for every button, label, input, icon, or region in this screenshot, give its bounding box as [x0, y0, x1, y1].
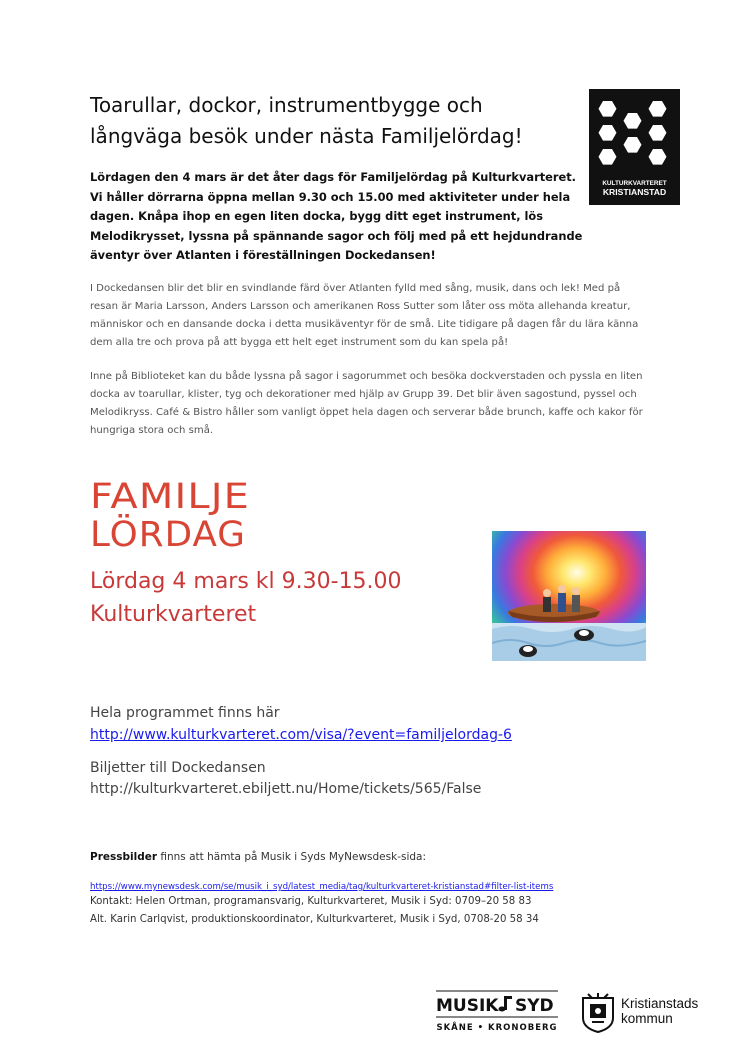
body-paragraph-1: I Dockedansen blir det blir en svindlande färd över Atlanten fylld med sång, musik, dans och lek! Med på resan är Maria Larsson, Anders Larsson och amerikanen Ross Sutter som låter oss möta allehanda kreatur, människor och en dansande docka i detta musikäventyr för de små. Lite tidigare på dagen får du lära känna dem alla tre och prova på att bygga ett helt eget instrument som du kan spela på! [90, 283, 639, 348]
headline-line-1: Toarullar, dockor, instrumentbygge och [90, 93, 483, 117]
kommun-line-2: kommun [621, 1011, 673, 1026]
logo-text-line-2: KRISTIANSTAD [602, 187, 667, 197]
familje-logo-line-1: FAMILJE [90, 478, 250, 517]
kommun-text [621, 996, 698, 1026]
kommun-line-1: Kristianstads [621, 996, 699, 1011]
headline [90, 90, 570, 152]
familje-logo-line-2: LÖRDAG [90, 515, 243, 550]
kulturkvarteret-logo [589, 89, 680, 205]
program-link[interactable]: http://www.kulturkvarteret.com/visa/?event=familjelordag-6 [90, 727, 512, 743]
tickets-label: Biljetter till Dockedansen [90, 760, 266, 776]
press-bold-label: Pressbilder [90, 851, 158, 863]
event-venue: Kulturkvarteret [90, 602, 257, 627]
hexagon-logo-icon [589, 89, 680, 205]
contact-line-1: Kontakt: Helen Ortman, programansvarig, Kulturkvarteret, Musik i Syd: 0709–20 58 83 [90, 896, 532, 907]
coat-of-arms-icon [580, 992, 616, 1034]
logo-text-line-1: KULTURKVARTERET [602, 180, 667, 187]
program-label: Hela programmet finns här [90, 705, 280, 721]
body-paragraph-2: Inne på Biblioteket kan du både lyssna på sagor i sagorummet och besöka dockverstaden och pyssla en liten docka av toarullar, klister, tyg och dekorationer med hjälp av Grupp 39. Det blir även sagostund, pyssel och Melodikryss. Café & Bistro håller som vanligt öppet hela dagen och serverar både brunch, kaffe och kakor för hungriga stora och små. [90, 371, 643, 436]
contact-line-2: Alt. Karin Carlqvist, produktionskoordinator, Kulturkvarteret, Musik i Syd, 0708-20 58 34 [90, 914, 539, 925]
press-rest-text: finns att hämta på Musik i Syds MyNewsdesk-sida: [157, 851, 427, 863]
music-note-icon [499, 996, 513, 1012]
press-images-line [90, 851, 426, 863]
tickets-url: http://kulturkvarteret.ebiljett.nu/Home/tickets/565/False [90, 781, 482, 797]
musik-i-syd-logo [436, 990, 558, 1036]
musik-text: MUSIK [436, 996, 499, 1016]
syd-text: SYD [515, 996, 554, 1016]
lead-paragraph: Lördagen den 4 mars är det åter dags för Familjelördag på Kulturkvarteret. Vi håller dörrarna öppna mellan 9.30 och 15.00 med aktiviteter under hela dagen. Knåpa ihop en egen liten docka, bygg ditt eget instrument, lös Melodikrysset, lyssna på spännande sagor och följ med på ett hejdundrande äventyr över Atlanten i föreställningen Dockedansen! [90, 170, 583, 263]
dockedansen-illustration [492, 531, 646, 661]
event-date-time: Lördag 4 mars kl 9.30-15.00 [90, 569, 402, 594]
familjelordag-logo [90, 478, 260, 554]
musik-sub-text: SKÅNE • KRONOBERG [436, 1023, 558, 1033]
mynewsdesk-link[interactable]: https://www.mynewsdesk.com/se/musik_i_syd/latest_media/tag/kulturkvarteret-kristianstad#filter-list-items [90, 882, 554, 892]
headline-line-2: långväga besök under nästa Familjelördag! [90, 124, 523, 148]
